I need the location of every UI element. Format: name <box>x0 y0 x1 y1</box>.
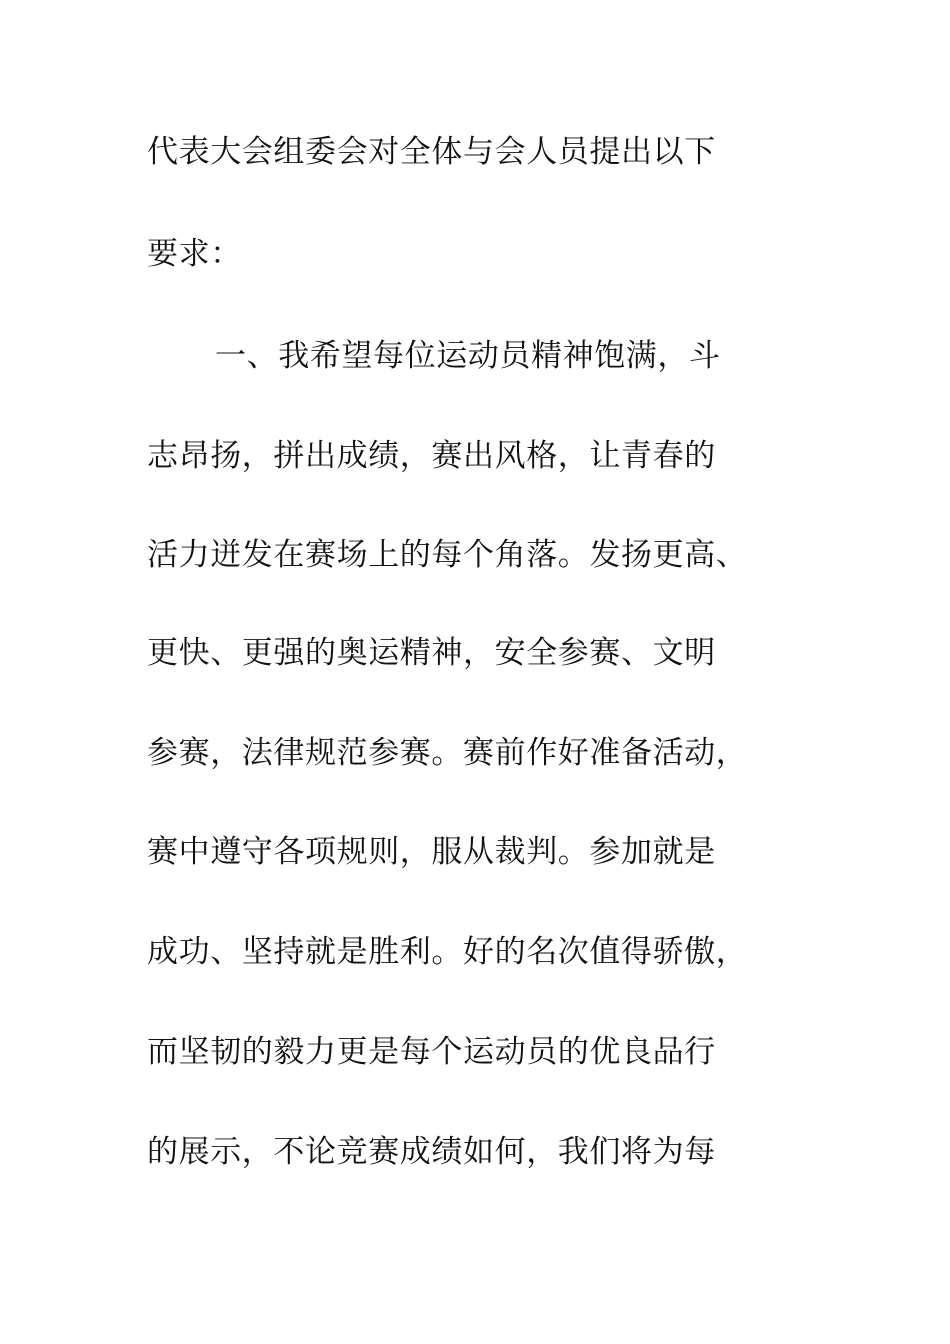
paragraph-start-line: 一、我希望每位运动员精神饱满，斗 <box>215 338 721 374</box>
text-line-11: 的展示，不论竞赛成绩如何，我们将为每 <box>147 1134 716 1170</box>
text-line-1: 代表大会组委会对全体与会人员提出以下 <box>147 134 716 170</box>
text-line-7: 参赛，法律规范参赛。赛前作好准备活动， <box>147 735 748 771</box>
text-line-2: 要求： <box>147 236 242 272</box>
text-line-9: 成功、坚持就是胜利。好的名次值得骄傲， <box>147 934 748 970</box>
text-line-8: 赛中遵守各项规则，服从裁判。参加就是 <box>147 834 716 870</box>
text-line-6: 更快、更强的奥运精神，安全参赛、文明 <box>147 635 716 671</box>
text-line-10: 而坚韧的毅力更是每个运动员的优良品行 <box>147 1034 716 1070</box>
text-line-5: 活力迸发在赛场上的每个角落。发扬更高、 <box>147 537 748 573</box>
text-line-4: 志昂扬，拼出成绩，赛出风格，让青春的 <box>147 438 716 474</box>
